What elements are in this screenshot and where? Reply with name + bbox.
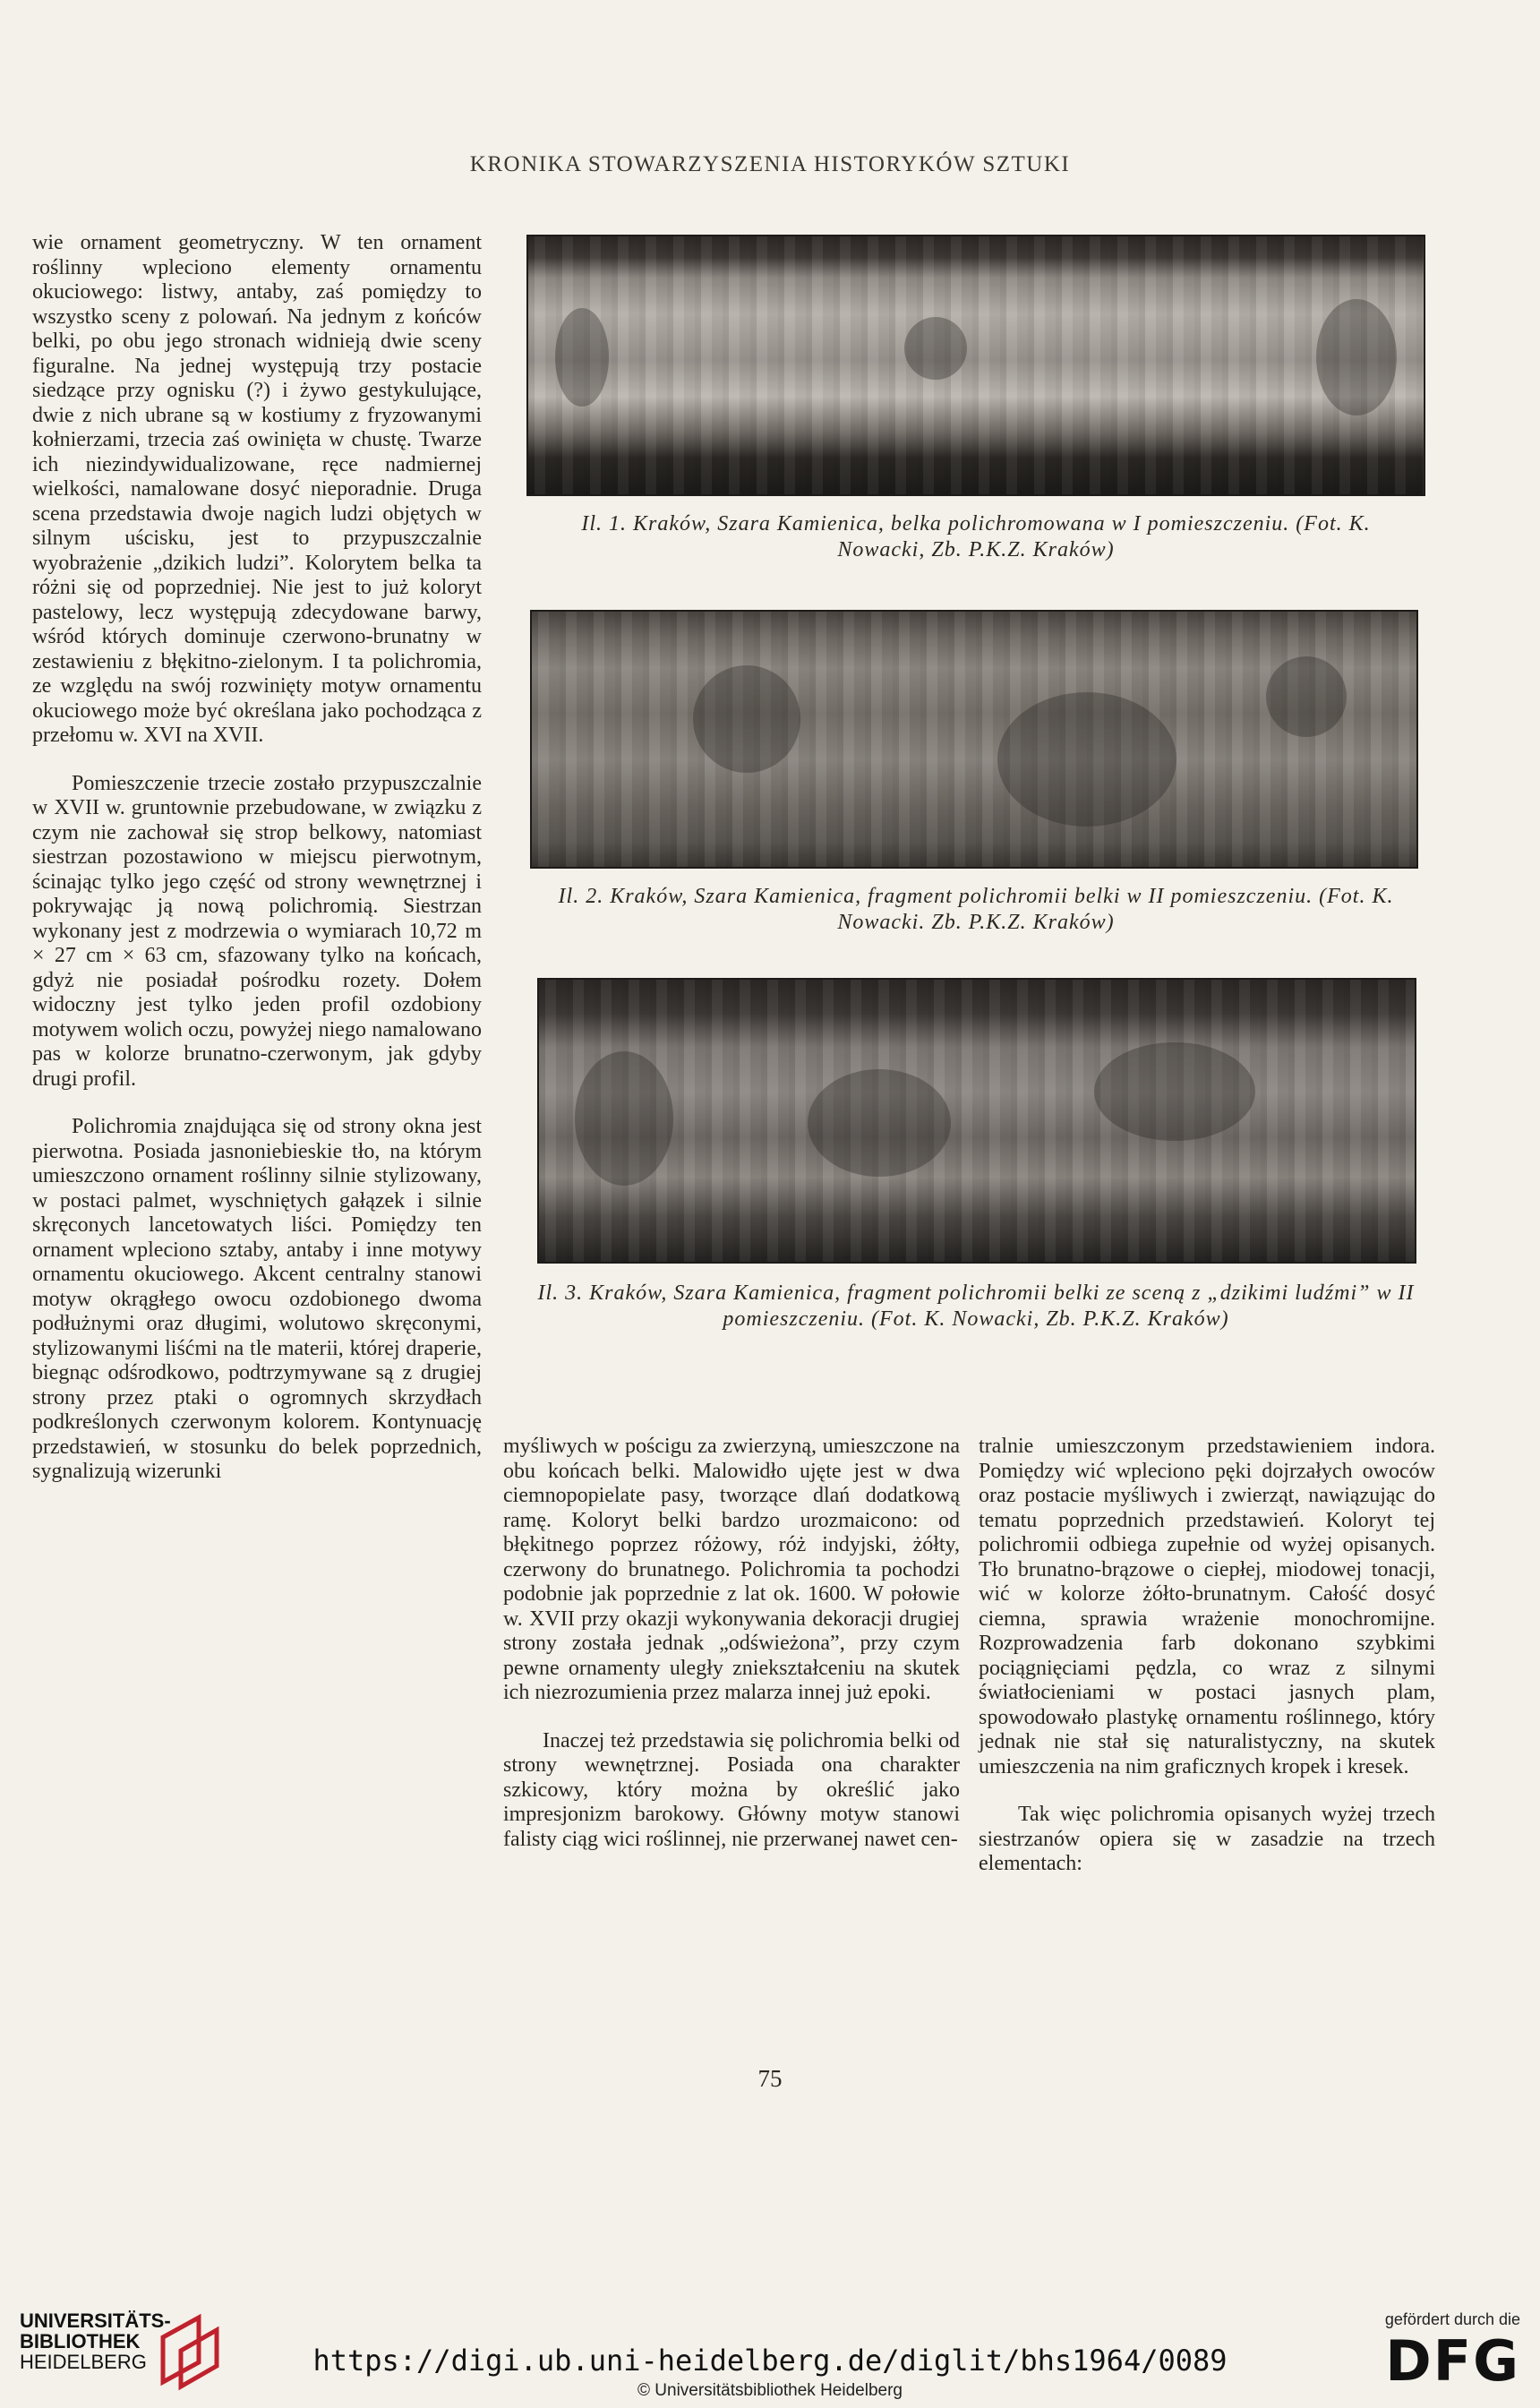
paragraph: myśliwych w pościgu za zwierzyną, umieszczone na obu końcach belki. Malowidło ujęte jest w dwa ciemnopopielate pasy, tworzące dlań dodatkową ramę. Koloryt belki bardzo urozmaicono: od błękitnego poprzez różowy, róż indyjski, żółty, czerwony do brunatnego. Polichromia ta pochodzi podobnie jak poprzednie z lat ok. 1600. W połowie w. XVII przy okazji wykonywania dekoracji drugiej strony została jednak „odświeżona”, przy czym pewne ornamenty uległy zniekształceniu na skutek ich niezrozumienia przez malarza innej już epoki. (503, 1435, 960, 1704)
paragraph: Polichromia znajdująca się od strony okna jest pierwotna. Posiada jasnoniebieskie tło, na którym umieszczono ornament roślinny silnie stylizowany, w postaci palmet, wyschniętych gałązek i silnie skręconych lancetowatych liści. Pomiędzy ten ornament wpleciono sztaby, antaby i inne motywy ornamentu okuciowego. Akcent centralny stanowi motyw okrągłego owocu ozdobionego dwoma podłużnymi oraz długimi, wolutowo skręconymi, stylizowanymi liśćmi na tle materii, której draperie, biegnąc odśrodkowo, podtrzymywane są z drugiej strony przez ptaki o ogromnych skrzydłach podkreślonych czerwonym kolorem. Kontynuację przedstawień, w stosunku do belek poprzednich, sygnalizują wizerunki (32, 1115, 482, 1483)
text-column-middle (503, 1435, 960, 1875)
running-header: KRONIKA STOWARZYSZENIA HISTORYKÓW SZTUKI (469, 152, 1071, 176)
figure-photo-2 (530, 610, 1418, 869)
figure-caption-1: Il. 1. Kraków, Szara Kamienica, belka polichromowana w I pomieszczeniu. (Fot. K. Nowacki, Zb. P.K.Z. Kraków) (581, 512, 1371, 561)
paragraph: Pomieszczenie trzecie zostało przypuszczalnie w XVII w. gruntownie przebudowane, w związku z czym nie zachował się strop belkowy, natomiast siestrzan pozostawiono w miejscu pierwotnym, ścinając tylko jego część od strony wewnętrznej i pokrywając ją nową polichromią. Siestrzan wykonany jest z modrzewia o wymiarach 10,72 m × 27 cm × 63 cm, sfazowany tylko na końcach, gdyż nie posiadał pośrodku rozety. Dołem widoczny jest tylko jeden profil ozdobiony motywem wolich oczu, powyżej niego namalowano pas w kolorze brunatno-czerwonym, jak gdyby drugi profil. (32, 771, 482, 1091)
dfg-wordmark: DFG (1385, 2328, 1520, 2394)
copyright-notice: © Universitätsbibliothek Heidelberg (637, 2381, 903, 2400)
paragraph: wie ornament geometryczny. W ten ornament roślinny wpleciono elementy ornamentu okuciowego: listwy, antaby, zaś pomiędzy to wszystko sceny z polowań. Na jednym z końców belki, po obu jego stronach widnieją dwie sceny figuralne. Na jednej występują trzy postacie siedzące przy ognisku (?) i żywo gestykulujące, dwie z nich ubrane są w kostiumy z fryzowanymi kołnierzami, trzecia zaś owinięta w chustę. Twarze ich niezindywidualizowane, ręce nadmiernej wielkości, namalowane dosyć nieporadnie. Druga scena przedstawia dwoje nagich ludzi objętych w silnym uścisku, jest to przypuszczalnie wyobrażenie „dzikich ludzi”. Kolorytem belka ta różni się od poprzedniej. Nie jest to już koloryt pastelowy, lecz występują zdecydowane barwy, wśród których dominuje czerwono-brunatny w zestawieniu z błękitno-zielonym. I ta polichromia, ze względu na swój rozwinięty motyw ornamentu okuciowego może być określana jako pochodząca z przełomu w. XVI na XVII. (32, 231, 482, 747)
page-number: 75 (757, 2065, 783, 2092)
figure-photo-3 (537, 978, 1416, 1264)
figure-caption-2: Il. 2. Kraków, Szara Kamienica, fragment polichromii belki w II pomieszczeniu. (Fot. K. Nowacki. Zb. P.K.Z. Kraków) (558, 885, 1394, 934)
figure-photo-1 (526, 235, 1425, 496)
paragraph: tralnie umieszczonym przedstawieniem indora. Pomiędzy wić wpleciono pęki dojrzałych owoców oraz postacie myśliwych i zwierząt, nawiązując do tematu poprzednich przedstawień. Koloryt tej polichromii odbiega zupełnie od wyżej opisanych. Tło brunatno-brązowe o ciepłej, miodowej tonacji, wić w kolorze żółto-brunatnym. Całość dosyć ciemna, sprawia wrażenie monochromijne. Rozprowadzenia farb dokonano szybkimi pociągnięciami pędzla, co wraz z silnymi światłocieniami w postaci jasnych plam, spowodowało plastykę ornamentu roślinnego, który jednak nie stał się naturalistyczny, na skutek umieszczenia na nim graficznych kropek i kresek. (979, 1435, 1435, 1778)
dfg-funding-note: gefördert durch die (1384, 2310, 1520, 2328)
dfg-logo (1350, 2310, 1520, 2400)
paragraph: Inaczej też przedstawia się polichromia belki od strony wewnętrznej. Posiada ona charakter szkicowy, który można by określić jako impresjonizm barokowy. Główny motyw stanowi falisty ciąg wici roślinnej, nie przerwanej nawet cen- (503, 1728, 960, 1851)
figure-caption-3: Il. 3. Kraków, Szara Kamienica, fragment polichromii belki ze sceną z „dzikimi ludźmi” w II pomieszczeniu. (Fot. K. Nowacki, Zb. P.K.Z. Kraków) (537, 1281, 1415, 1331)
text-column-right (979, 1435, 1435, 1900)
document-url-link[interactable]: https://digi.ub.uni-heidelberg.de/diglit/bhs1964/0089 (312, 2344, 1228, 2378)
text-column-left (32, 231, 482, 1508)
university-library-name: UNIVERSITÄTS- BIBLIOTHEK HEIDELBERG (20, 2309, 171, 2373)
paragraph: Tak więc polichromia opisanych wyżej trzech siestrzanów opiera się w zasadzie na trzech elementach: (979, 1803, 1435, 1875)
